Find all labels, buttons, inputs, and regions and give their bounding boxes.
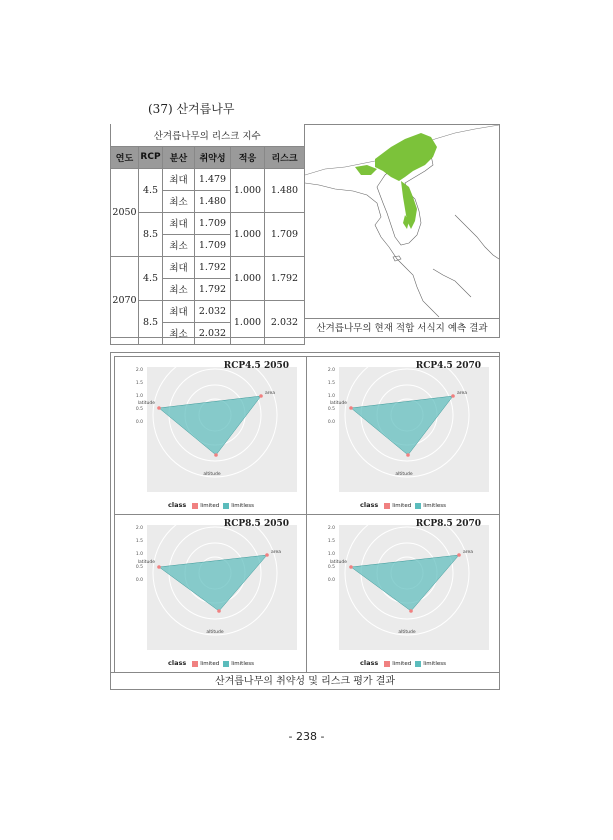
radar-plot [307,515,499,672]
radar-panel [306,356,500,515]
vulnerability-cell: 1.479 [195,168,231,190]
legend-swatch [384,503,390,509]
legend-item-label: limitless [423,503,446,509]
rcp-cell: 8.5 [139,300,163,344]
table-header-cell: 분산 [163,146,195,168]
vertex-point [457,553,461,557]
legend [307,501,499,509]
habitat-region-north [375,133,437,181]
legend-title: class [360,501,379,509]
vertex-point [349,565,353,569]
table-row [111,168,305,190]
axis-tick-label: 2.0 [327,526,335,531]
legend [115,501,307,509]
axis-label: altitude [395,472,413,477]
table-row [111,256,305,278]
legend-item-label: limitless [423,661,446,667]
axis-label: area [265,391,276,396]
year-cell: 2050 [111,168,139,256]
legend-swatch [223,503,229,509]
axis-label: latitude [329,560,347,565]
legend-item-label: limitless [231,661,254,667]
axis-tick-label: 1.5 [327,539,335,544]
axis-tick-label: 1.5 [327,381,335,386]
table-header-cell: 리스크 [265,146,305,168]
axis-tick-label: 0.0 [327,420,335,425]
radar-panel [114,356,308,515]
legend-item-label: limited [200,661,220,667]
dispersal-label-cell: 최대 [163,300,195,322]
legend-item-label: limited [392,503,412,509]
page-number: - 238 - [288,730,325,743]
axis-tick-label: 1.0 [135,394,143,399]
vulnerability-cell: 2.032 [195,322,231,344]
axis-tick-label: 1.0 [135,552,143,557]
radar-plot [115,357,307,514]
axis-tick-label: 0.5 [135,407,143,412]
vertex-point [409,609,413,613]
dispersal-label-cell: 최소 [163,190,195,212]
axis-label: latitude [137,401,155,406]
axis-tick-label: 0.0 [135,420,143,425]
legend-swatch [223,661,229,667]
axis-tick-label: 0.5 [327,565,335,570]
table-header-cell: 적응 [231,146,265,168]
vulnerability-cell: 1.709 [195,212,231,234]
radar-plot [307,357,499,514]
axis-tick-label: 1.5 [135,381,143,386]
table-header-cell: RCP [139,146,163,168]
map-caption: 산겨릅나무의 현재 적합 서식지 예측 결과 [305,318,499,338]
table-row [111,300,305,322]
axis-tick-label: 1.5 [135,539,143,544]
legend [115,659,307,667]
vertex-point [157,406,161,410]
year-cell: 2070 [111,256,139,344]
habitat-map [305,125,499,318]
axis-tick-label: 0.5 [327,407,335,412]
axis-tick-label: 1.0 [327,552,335,557]
risk-cell: 1.480 [265,168,305,212]
habitat-region-strip [355,165,377,175]
axis-tick-label: 0.5 [135,565,143,570]
legend-swatch [192,661,198,667]
vulnerability-cell: 1.792 [195,256,231,278]
panel-label: RCP4.5 2050 [223,361,289,371]
legend-swatch [415,503,421,509]
dispersal-label-cell: 최대 [163,168,195,190]
table-row [111,212,305,234]
risk-index-table [110,124,305,345]
risk-cell: 2.032 [265,300,305,344]
legend-item-label: limited [392,661,412,667]
table-title: 산겨릅나무의 리스크 지수 [111,124,305,146]
adaptation-cell: 1.000 [231,256,265,300]
rcp-cell: 4.5 [139,256,163,300]
dispersal-label-cell: 최대 [163,212,195,234]
vertex-point [349,406,353,410]
legend-title: class [360,659,379,667]
table-header-cell: 취약성 [195,146,231,168]
axis-label: area [271,550,282,555]
vulnerability-cell: 2.032 [195,300,231,322]
radar-plot [115,515,307,672]
vulnerability-cell: 1.709 [195,234,231,256]
axis-label: area [457,391,468,396]
vertex-point [406,453,410,457]
axis-tick-label: 1.0 [327,394,335,399]
dispersal-label-cell: 최대 [163,256,195,278]
legend-swatch [415,661,421,667]
legend-title: class [168,659,187,667]
radar-panel [306,514,500,673]
coastline-outline [305,183,439,317]
dispersal-label-cell: 최소 [163,278,195,300]
axis-label: altitude [203,472,221,477]
dispersal-label-cell: 최소 [163,234,195,256]
axis-label: altitude [398,630,416,635]
radar-panel [114,514,308,673]
vulnerability-cell: 1.792 [195,278,231,300]
axis-tick-label: 0.0 [327,578,335,583]
table-header-cell: 연도 [111,146,139,168]
axis-tick-label: 2.0 [327,368,335,373]
radar-caption: 산겨릅나무의 취약성 및 리스크 평가 결과 [110,672,500,691]
adaptation-cell: 1.000 [231,300,265,344]
axis-label: latitude [329,401,347,406]
axis-tick-label: 2.0 [135,526,143,531]
japan-outline [433,215,499,297]
legend-swatch [192,503,198,509]
vulnerability-cell: 1.480 [195,190,231,212]
legend-item-label: limitless [231,503,254,509]
adaptation-cell: 1.000 [231,168,265,212]
vertex-point [214,453,218,457]
axis-tick-label: 2.0 [135,368,143,373]
vertex-point [451,394,455,398]
vertex-point [157,565,161,569]
axis-label: area [463,550,474,555]
axis-tick-label: 0.0 [135,578,143,583]
axis-label: latitude [137,560,155,565]
legend-item-label: limited [200,503,220,509]
risk-cell: 1.709 [265,212,305,256]
section-title: (37) 산겨릅나무 [148,102,235,116]
rcp-cell: 4.5 [139,168,163,212]
panel-label: RCP8.5 2070 [415,519,481,529]
axis-label: altitude [206,630,224,635]
dispersal-label-cell: 최소 [163,322,195,344]
panel-label: RCP4.5 2070 [415,361,481,371]
legend-title: class [168,501,187,509]
risk-cell: 1.792 [265,256,305,300]
vertex-point [265,553,269,557]
legend [307,659,499,667]
vertex-point [217,609,221,613]
vertex-point [259,394,263,398]
adaptation-cell: 1.000 [231,212,265,256]
panel-label: RCP8.5 2050 [223,519,289,529]
legend-swatch [384,661,390,667]
rcp-cell: 8.5 [139,212,163,256]
